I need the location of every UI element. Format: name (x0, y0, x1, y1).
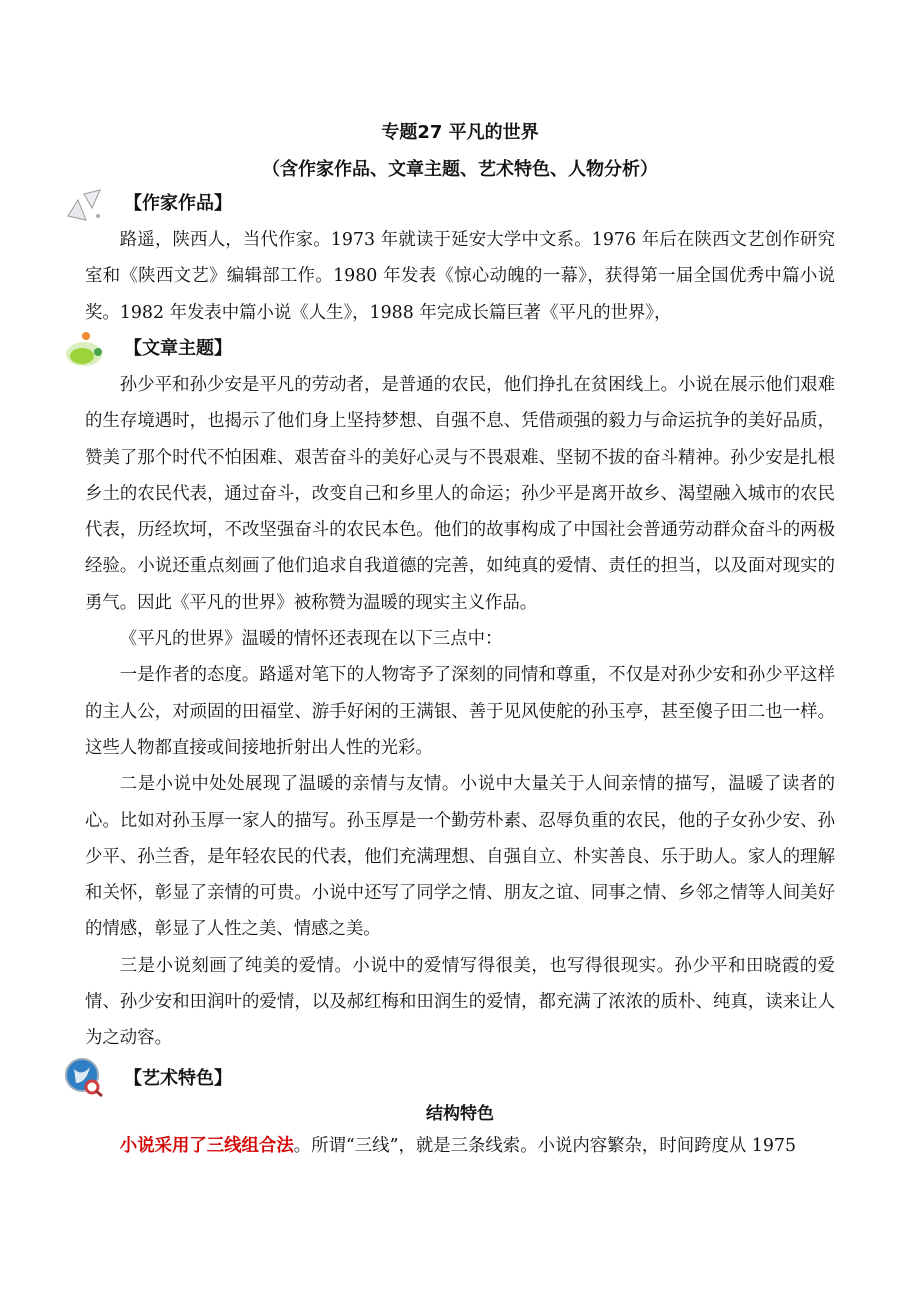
paragraph: 三是小说刻画了纯美的爱情。小说中的爱情写得很美，也写得很现实。孙少平和田晓霞的爱情、孙少安和田润叶的爱情，以及郝红梅和田润生的爱情，都充满了浓浓的质朴、纯真，读来让人为之动容。 (85, 955, 835, 1049)
page-title: 专题27 平凡的世界 (381, 122, 539, 143)
section-heading-theme: 【文章主题】 (124, 338, 232, 359)
highlight-text: 小说采用了三线组合法 (119, 1136, 294, 1156)
landscape-icon (64, 328, 104, 368)
paragraph: 孙少平和孙少安是平凡的劳动者，是普通的农民，他们挣扎在贫困线上。小说在展示他们艰难的生存境遇时，也揭示了他们身上坚持梦想、自强不息、凭借顽强的毅力与命运抗争的美好品质，赞美了那个时代不怕困难、艰苦奋斗的美好心灵与不畏艰难、坚韧不拔的奋斗精神。孙少安是扎根乡土的农民代表，通过奋斗，改变自己和乡里人的命运；孙少平是离开故乡、渴望融入城市的农民代表，历经坎坷，不改坚强奋斗的农民本色。他们的故事构成了中国社会普通劳动群众奋斗的两极经验。小说还重点刻画了他们追求自我道德的完善，如纯真的爱情、责任的担当，以及面对现实的勇气。因此《平凡的世界》被称赞为温暖的现实主义作品。 (85, 375, 835, 613)
section-body-art (85, 1128, 835, 1164)
paragraph: 《平凡的世界》温暖的情怀还表现在以下三点中： (119, 629, 503, 650)
section-body-author (85, 222, 835, 331)
body-text: 。所谓“三线”，就是三条线索。小说内容繁杂，时间跨度从 1975 (293, 1136, 797, 1156)
subheading-structure: 结构特色 (426, 1104, 494, 1124)
globe-search-icon (64, 1057, 104, 1097)
paragraph: 路遥，陕西人，当代作家。1973 年就读于延安大学中文系。1976 年后在陕西文艺创作研究室和《陕西文艺》编辑部工作。1980 年发表《惊心动魄的一幕》，获得第一届全国优秀中篇小说奖。1982 年发表中篇小说《人生》，1988 年完成长篇巨著《平凡的世界》， (85, 230, 835, 323)
section-heading-art: 【艺术特色】 (124, 1068, 232, 1089)
page-subtitle: （含作家作品、文章主题、艺术特色、人物分析） (262, 159, 658, 180)
section-body-theme (85, 367, 835, 1057)
paragraph: 二是小说中处处展现了温暖的亲情与友情。小说中大量关于人间亲情的描写，温暖了读者的心。比如对孙玉厚一家人的描写。孙玉厚是一个勤劳朴素、忍辱负重的农民，他的子女孙少安、孙少平、孙兰香，是年轻农民的代表，他们充满理想、自强自立、朴实善良、乐于助人。家人的理解和关怀，彰显了亲情的可贵。小说中还写了同学之情、朋友之谊、同事之情、乡邻之情等人间美好的情感，彰显了人性之美、情感之美。 (85, 774, 835, 940)
paragraph: 一是作者的态度。路遥对笔下的人物寄予了深刻的同情和尊重，不仅是对孙少安和孙少平这样的主人公，对顽固的田福堂、游手好闲的王满银、善于见风使舵的孙玉亭，甚至傻子田二也一样。这些人物都直接或间接地折射出人性的光彩。 (85, 665, 835, 758)
paper-plane-icon (64, 186, 104, 226)
section-heading-author: 【作家作品】 (124, 193, 232, 214)
